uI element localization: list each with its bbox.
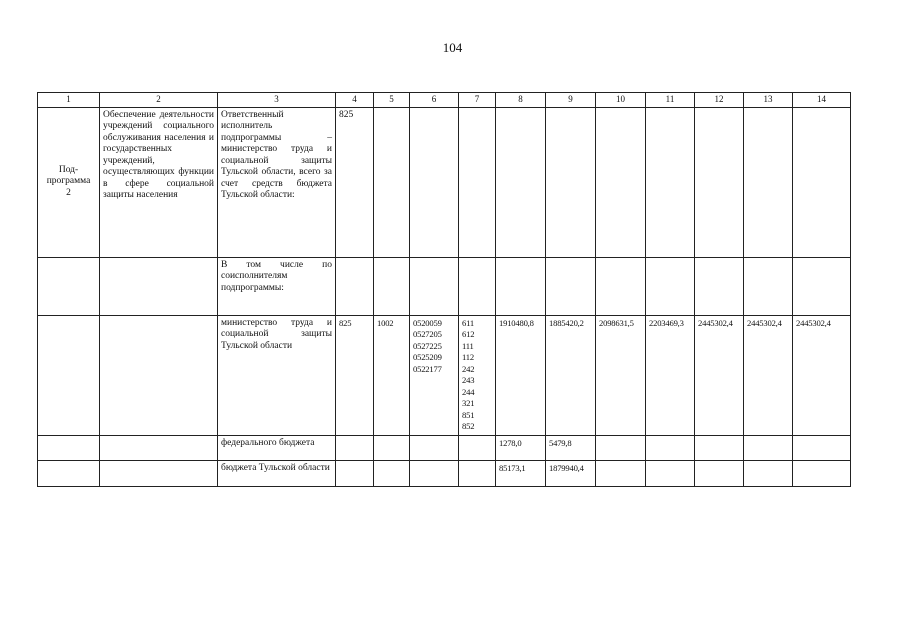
vr-code: 321: [462, 398, 475, 408]
amount-cell: 2098631,5: [596, 315, 646, 435]
budget-table: [37, 92, 851, 487]
vr-code: 112: [462, 352, 474, 362]
col-header: 14: [793, 93, 851, 108]
col-header: 11: [646, 93, 695, 108]
including-row: [38, 257, 851, 315]
csr-code: 0522177: [413, 363, 442, 374]
vr-code: 242: [462, 363, 475, 374]
csr-code: 0520059: [413, 317, 442, 328]
vr-code: 851: [462, 409, 475, 420]
subprogram-name: Обеспечение деятельности учреждений социального обслуживания населения и государственных учреждений, осуществляющих функции в сфере социальной защиты населения: [100, 107, 218, 257]
grbs-code: 825: [336, 315, 374, 435]
col-header: 7: [459, 93, 496, 108]
amount-cell: 2445302,4: [695, 315, 744, 435]
col-header: 13: [744, 93, 793, 108]
federal-row: [38, 435, 851, 460]
amount-cell: 1278,0: [496, 435, 546, 460]
csr-code: 0525209: [413, 352, 442, 362]
subprogram-row: [38, 107, 851, 257]
amount-cell: 2445302,4: [744, 315, 793, 435]
csr-code: 0527205: [413, 329, 442, 339]
vr-code: 852: [462, 421, 475, 431]
col-header: 8: [496, 93, 546, 108]
ministry-executor: министерство труда и социальной защиты Тульской области: [218, 315, 336, 435]
col-header: 5: [374, 93, 410, 108]
amount-cell: 1879940,4: [546, 460, 596, 486]
col-header: 6: [410, 93, 459, 108]
subprogram-label: Под- программа 2: [38, 107, 100, 257]
csr-code: 0527225: [413, 340, 442, 351]
regional-row: [38, 460, 851, 486]
amount-cell: 2203469,3: [646, 315, 695, 435]
grbs-code: 825: [336, 107, 374, 257]
vr-code: 243: [462, 375, 475, 385]
vr-code: 611: [462, 317, 474, 328]
col-header: 10: [596, 93, 646, 108]
vr-code: 244: [462, 386, 475, 397]
amount-cell: 2445302,4: [793, 315, 851, 435]
regional-budget-label: бюджета Тульской области: [218, 460, 336, 486]
header-row: [38, 93, 851, 108]
amount-cell: 1910480,8: [496, 315, 546, 435]
vr-code: 111: [462, 340, 474, 351]
col-header: 3: [218, 93, 336, 108]
col-header: 1: [38, 93, 100, 108]
col-header: 12: [695, 93, 744, 108]
amount-cell: 5479,8: [546, 435, 596, 460]
co-executors-label: В том числе по соисполнителям подпрограммы:: [218, 257, 336, 315]
amount-cell: 85173,1: [496, 460, 546, 486]
vr-codes: [459, 315, 496, 435]
col-header: 9: [546, 93, 596, 108]
rzpr-code: 1002: [374, 315, 410, 435]
responsible-executor: Ответственный исполнитель подпрограммы – министерство труда и социальной защиты Тульской области, всего за счет средств бюджета Тульской области:: [218, 107, 336, 257]
col-header: 2: [100, 93, 218, 108]
amount-cell: 1885420,2: [546, 315, 596, 435]
page-number: 104: [442, 40, 463, 55]
csr-codes: [410, 315, 459, 435]
ministry-row: [38, 315, 851, 435]
vr-code: 612: [462, 329, 475, 339]
col-header: 4: [336, 93, 374, 108]
federal-budget-label: федерального бюджета: [218, 435, 336, 460]
